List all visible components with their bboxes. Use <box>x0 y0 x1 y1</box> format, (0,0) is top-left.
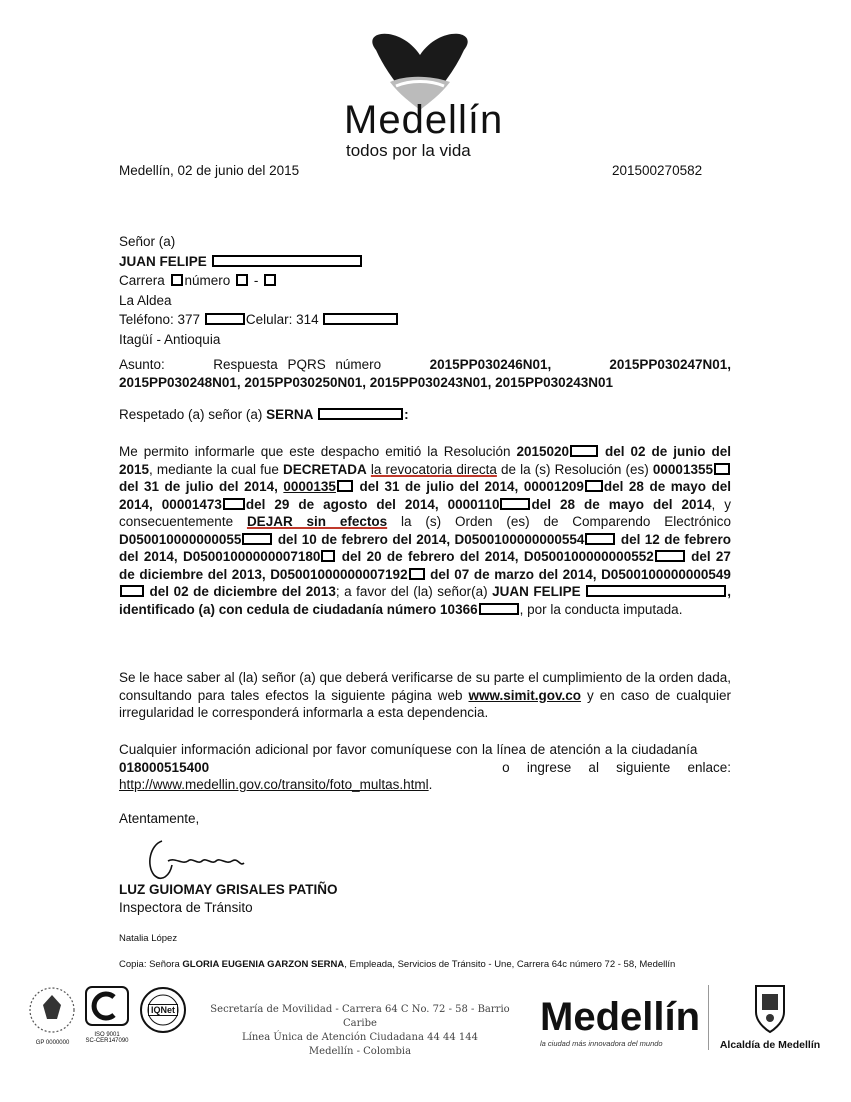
cert-seal-2: ISO 9001 SC-CER147090 <box>84 985 130 1055</box>
neighborhood: La Aldea <box>119 292 172 308</box>
place-date: Medellín, 02 de junio del 2015 <box>119 163 300 178</box>
greeting: Respetado (a) señor (a) SERNA : <box>119 407 409 422</box>
recipient-name: JUAN FELIPE <box>119 253 207 269</box>
transito-link[interactable]: http://www.medellin.gov.co/transito/foto_multas.html <box>119 777 429 792</box>
resolution-paragraph: Me permito informarle que este despacho emitió la Resolución 2015020 del 02 de junio del 2015, mediante la cual fue DECRETADA la revocatoria directa de la (s) Resolución (es) 00001355 del 31 de julio del 2014, 0000135 del 31 de julio del 2014, 00001209 del 28 de mayo del 2014, 00001473 del 29 de agosto del 2014, 0000110 del 28 de mayo del 2014, y consecuentemente DEJAR sin efectos la (s) Orden (es) de Comparendo Electrónico D050010000000055 del 10 de febrero del 2014, D0500100000000554 del 12 de febrero del 2014, D05001000000007180 del 20 de febrero del 2014, D0500100000000552 del 27 de diciembre del 2013, D05001000000007192 del 07 de marzo del 2014, D0500100000000549 del 02 de diciembre del 2013; a favor del (la) señor(a) JUAN FELIPE , identificado (a) con cedula de ciudadanía número 10366 , por la conducta imputada. <box>119 444 731 617</box>
signer-name: LUZ GUIOMAY GRISALES PATIÑO <box>119 882 338 897</box>
signer-role: Inspectora de Tránsito <box>119 900 253 915</box>
certification-seal-icon <box>25 985 80 1035</box>
closing: Atentamente, <box>119 811 200 826</box>
contact-paragraph: Cualquier información adicional por favor comuníquese con la línea de atención a la ciudadanía 018000515400 o ingrese al siguiente enlace: http://www.medellin.gov.co/transito/foto_multas.html. <box>119 742 731 792</box>
alcaldia-block: Alcaldía de Medellín <box>714 982 826 1051</box>
city: Itagüí - Antioquia <box>119 331 221 347</box>
footer-address: Secretaría de Movilidad - Carrera 64 C No. 72 - 58 - Barrio Caribe Línea Única de Atención Ciudadana 44 44 144 Medellín - Colombia <box>210 1004 510 1057</box>
address-line: Carrera número - <box>119 271 399 291</box>
copy-line: Copia: Señora GLORIA EUGENIA GARZON SERNA, Empleada, Servicios de Tránsito - Une, Carrera 64c número 72 - 58, Medellín <box>119 959 676 970</box>
cert-seal-3: IQNet <box>138 985 188 1045</box>
phone-line: Teléfono: 377 Celular: 314 <box>119 310 399 330</box>
cert-seal-1: GP 0000000 <box>25 985 80 1045</box>
drafter-initials: Natalia López <box>119 933 178 944</box>
footer-brand: Medellín la ciudad más innovadora del mundo <box>540 995 701 1048</box>
logo-tagline: todos por la vida <box>346 141 471 160</box>
subject-block: Asunto: Respuesta PQRS número 2015PP030246N01, 2015PP030247N01, 2015PP030248N01, 2015PP030250N01, 2015PP030243N01, 2015PP030243N01 <box>119 357 731 390</box>
footer-divider <box>708 985 709 1050</box>
recipient-name-line <box>119 252 399 272</box>
coat-of-arms-icon <box>750 982 790 1034</box>
radicado-number: 201500270582 <box>612 163 703 178</box>
salutation: Señor (a) <box>119 234 176 249</box>
logo-brand: Medellín <box>344 98 504 142</box>
verification-paragraph: Se le hace saber al (la) señor (a) que deberá verificarse de su parte el cumplimiento de la orden dada, consultando para tales efectos la siguiente página web www.simit.gov.co y en caso de cualquier irregularidad le corresponderá informarla a esta dependencia. <box>119 670 731 720</box>
medellin-logo <box>330 20 510 160</box>
simit-link[interactable]: www.simit.gov.co <box>468 687 582 703</box>
icontec-icon <box>84 985 130 1027</box>
signature <box>140 835 270 885</box>
recipient-block <box>119 232 399 349</box>
